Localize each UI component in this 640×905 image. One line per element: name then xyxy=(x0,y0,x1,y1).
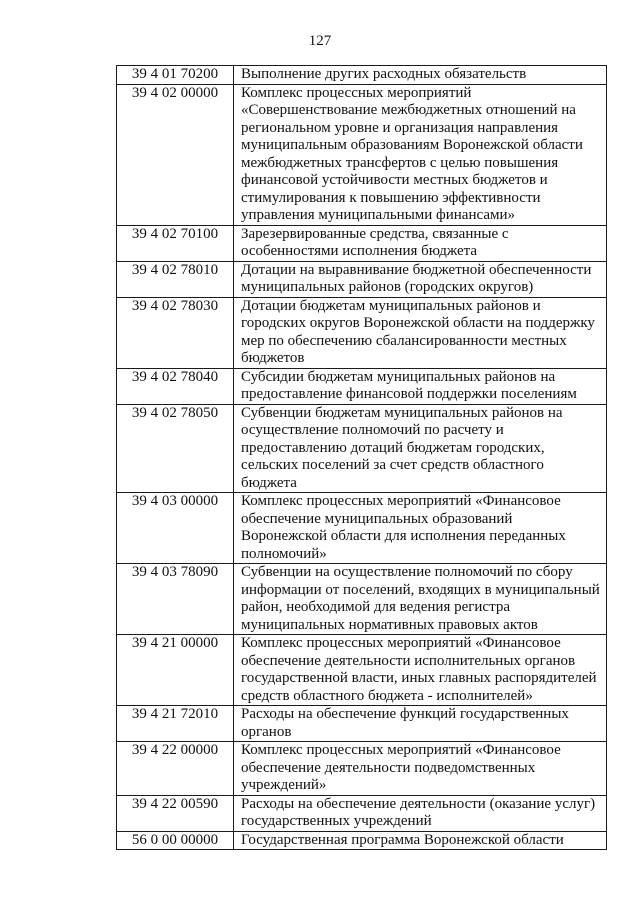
row-code: 39 4 03 78090 xyxy=(117,564,234,635)
row-code: 39 4 22 00590 xyxy=(117,795,234,831)
table-row xyxy=(117,831,607,850)
table-row xyxy=(117,635,607,706)
row-code: 39 4 03 00000 xyxy=(117,493,234,564)
table-row xyxy=(117,742,607,796)
table-row xyxy=(117,706,607,742)
table-row xyxy=(117,66,607,85)
table-row xyxy=(117,493,607,564)
table-row xyxy=(117,261,607,297)
table-row xyxy=(117,225,607,261)
row-description: Субсидии бюджетам муниципальных районов на предоставление финансовой поддержки поселениям xyxy=(234,368,607,404)
row-code: 39 4 02 70100 xyxy=(117,225,234,261)
row-code: 39 4 02 00000 xyxy=(117,84,234,225)
table-row xyxy=(117,84,607,225)
table-row xyxy=(117,368,607,404)
row-code: 39 4 21 72010 xyxy=(117,706,234,742)
row-code: 56 0 00 00000 xyxy=(117,831,234,850)
table-row xyxy=(117,564,607,635)
budget-classification-table xyxy=(116,65,607,850)
table-row xyxy=(117,404,607,493)
row-description: Расходы на обеспечение функций государственных органов xyxy=(234,706,607,742)
row-description: Государственная программа Воронежской области xyxy=(234,831,607,850)
row-description: Расходы на обеспечение деятельности (оказание услуг) государственных учреждений xyxy=(234,795,607,831)
row-description: Субвенции бюджетам муниципальных районов на осуществление полномочий по расчету и предоставлению дотаций бюджетам городских, сельских поселений за счет средств областного бюджета xyxy=(234,404,607,493)
row-description: Комплекс процессных мероприятий «Совершенствование межбюджетных отношений на региональном уровне и организация направления муниципальным образованиям Воронежской области межбюджетных трансфертов с целью повышения финансовой устойчивости местных бюджетов и стимулирования к повышению эффективности управления муниципальными финансами» xyxy=(234,84,607,225)
row-code: 39 4 02 78040 xyxy=(117,368,234,404)
row-description: Выполнение других расходных обязательств xyxy=(234,66,607,85)
row-description: Комплекс процессных мероприятий «Финансовое обеспечение муниципальных образований Воронежской области для исполнения переданных полномочий» xyxy=(234,493,607,564)
row-description: Дотации бюджетам муниципальных районов и городских округов Воронежской области на поддержку мер по обеспечению сбалансированности местных бюджетов xyxy=(234,297,607,368)
row-code: 39 4 02 78030 xyxy=(117,297,234,368)
row-code: 39 4 02 78050 xyxy=(117,404,234,493)
row-code: 39 4 22 00000 xyxy=(117,742,234,796)
row-description: Субвенции на осуществление полномочий по сбору информации от поселений, входящих в муниципальный район, необходимой для ведения регистра муниципальных нормативных правовых актов xyxy=(234,564,607,635)
row-description: Зарезервированные средства, связанные с особенностями исполнения бюджета xyxy=(234,225,607,261)
table-row xyxy=(117,795,607,831)
row-code: 39 4 21 00000 xyxy=(117,635,234,706)
table-row xyxy=(117,297,607,368)
page-number: 127 xyxy=(308,33,332,49)
row-code: 39 4 02 78010 xyxy=(117,261,234,297)
row-description: Комплекс процессных мероприятий «Финансовое обеспечение деятельности подведомственных учреждений» xyxy=(234,742,607,796)
row-description: Комплекс процессных мероприятий «Финансовое обеспечение деятельности исполнительных органов государственной власти, иных главных распорядителей средств областного бюджета - исполнителей» xyxy=(234,635,607,706)
row-description: Дотации на выравнивание бюджетной обеспеченности муниципальных районов (городских округов) xyxy=(234,261,607,297)
row-code: 39 4 01 70200 xyxy=(117,66,234,85)
